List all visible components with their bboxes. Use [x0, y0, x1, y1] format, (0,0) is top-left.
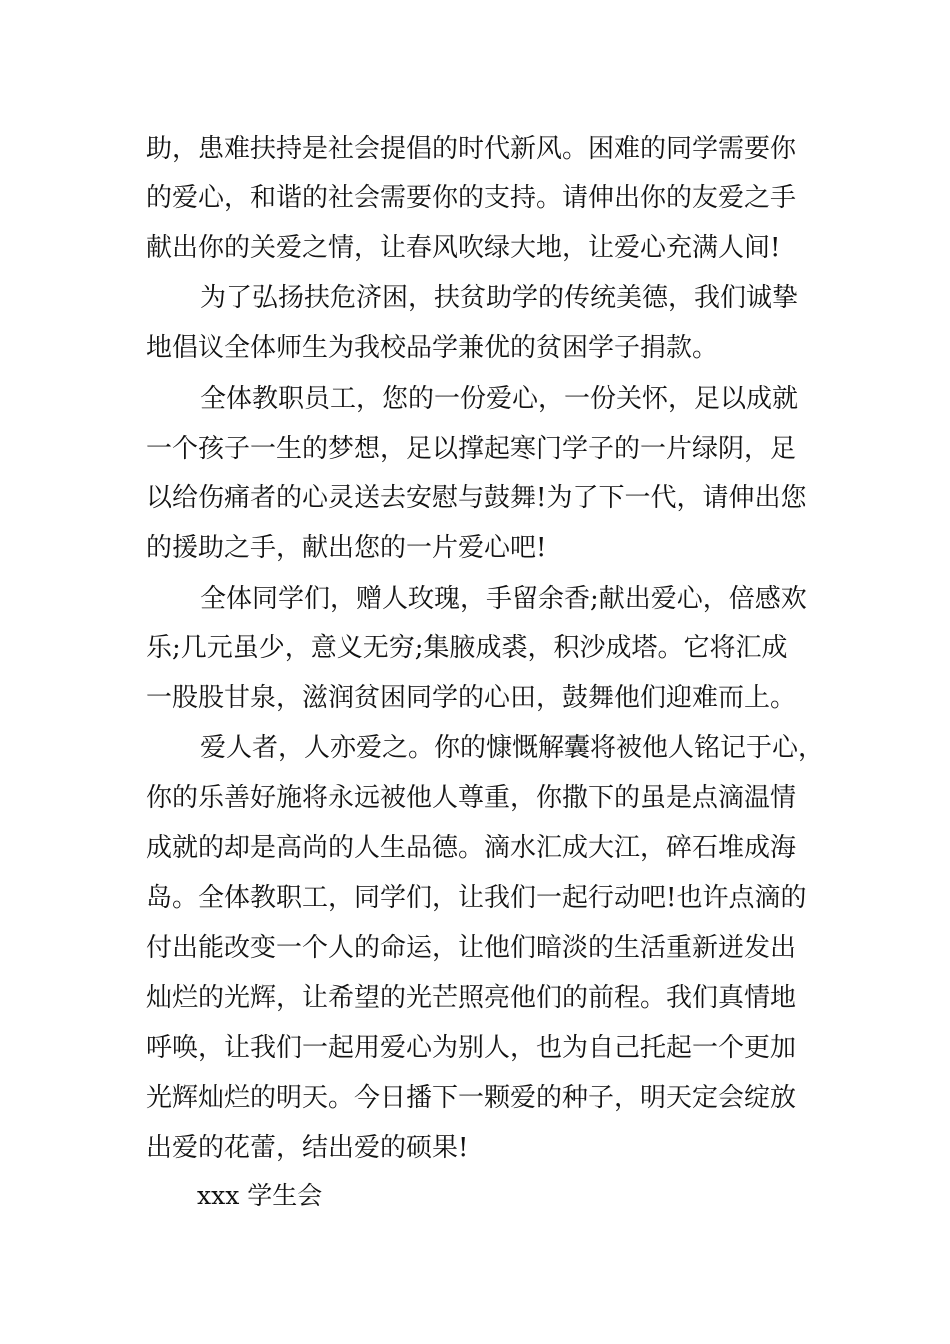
text-line: 的爱心，和谐的社会需要你的支持。请伸出你的友爱之手	[146, 183, 797, 213]
text-line: 爱人者，人亦爱之。你的慷慨解囊将被他人铭记于心，	[200, 733, 825, 763]
text-line: 全体教职员工，您的一份爱心，一份关怀，足以成就	[200, 384, 799, 414]
text-line: 献出你的关爱之情，让春风吹绿大地，让爱心充满人间!	[146, 233, 781, 263]
text-line: 助，患难扶持是社会提倡的时代新风。困难的同学需要你	[146, 134, 797, 164]
text-line: 地倡议全体师生为我校品学兼优的贫困学子捐款。	[146, 333, 719, 363]
text-line: 一股股甘泉，滋润贫困同学的心田，鼓舞他们迎难而上。	[146, 683, 797, 713]
text-line: 以给伤痛者的心灵送去安慰与鼓舞!为了下一代，请伸出您	[146, 483, 807, 513]
text-line: 呼唤，让我们一起用爱心为别人，也为自己托起一个更加	[146, 1033, 797, 1063]
text-line: 一个孩子一生的梦想，足以撑起寒门学子的一片绿阴，足	[146, 434, 797, 464]
text-line: 乐;几元虽少，意义无穷;集腋成裘，积沙成塔。它将汇成	[146, 633, 788, 663]
text-line: 出爱的花蕾，结出爱的硕果!	[146, 1133, 469, 1163]
signature: xxx 学生会	[197, 1181, 323, 1210]
text-line: 你的乐善好施将永远被他人尊重，你撒下的虽是点滴温情	[146, 783, 797, 813]
text-line: 光辉灿烂的明天。今日播下一颗爱的种子，明天定会绽放	[146, 1083, 797, 1113]
text-line: 的援助之手，献出您的一片爱心吧!	[146, 533, 547, 563]
text-line: 灿烂的光辉，让希望的光芒照亮他们的前程。我们真情地	[146, 983, 797, 1013]
text-line: 为了弘扬扶危济困，扶贫助学的传统美德，我们诚挚	[200, 283, 799, 313]
text-line: 全体同学们，赠人玫瑰，手留余香;献出爱心，倍感欢	[200, 584, 807, 614]
text-line: 岛。全体教职工，同学们，让我们一起行动吧!也许点滴的	[146, 883, 807, 913]
text-line: 付出能改变一个人的命运，让他们暗淡的生活重新迸发出	[146, 933, 797, 963]
text-line: 成就的却是高尚的人生品德。滴水汇成大江，碎石堆成海	[146, 833, 797, 863]
